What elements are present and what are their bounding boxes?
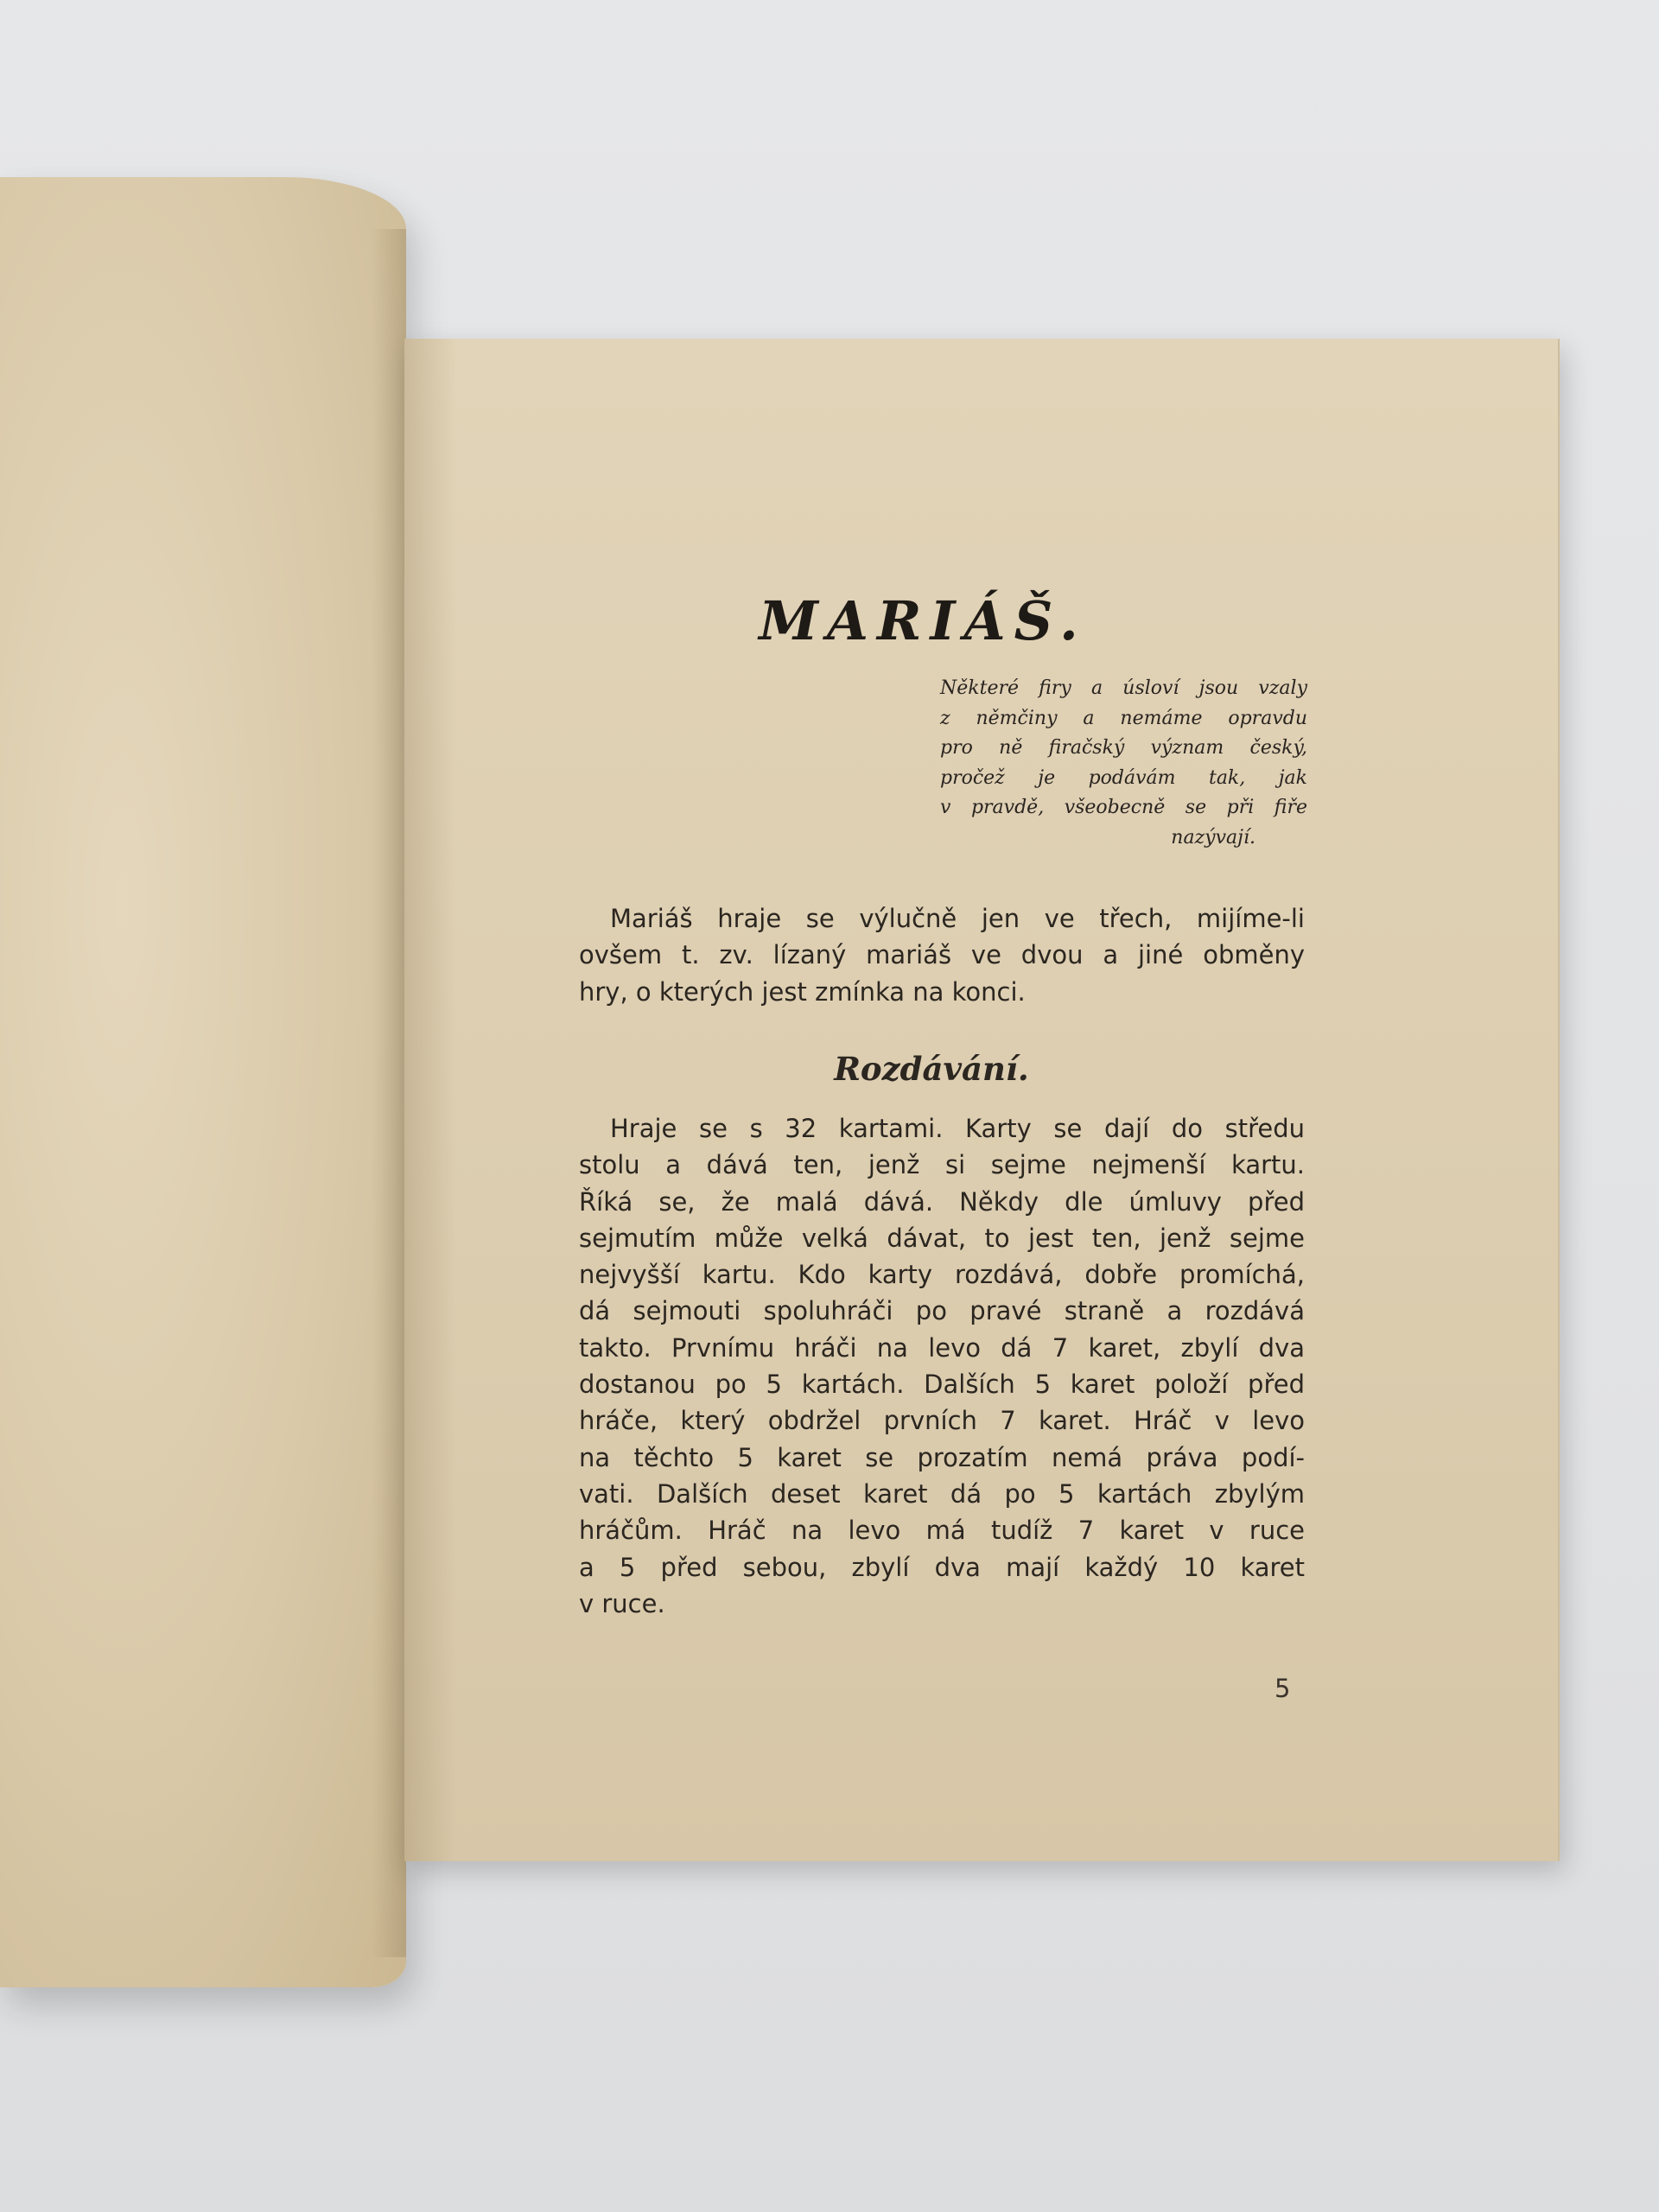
section-paragraph <box>579 1110 1305 1622</box>
epigraph-line: z němčiny a nemáme opravdu <box>940 707 1307 729</box>
text-line: stolu a dává ten, jenž si sejme nejmenší kartu. <box>579 1150 1305 1180</box>
left-page <box>0 177 406 1987</box>
epigraph-line: nazývají. <box>1171 826 1255 849</box>
section-heading: Rozdávání. <box>834 1050 1029 1088</box>
text-line: takto. Prvnímu hráči na levo dá 7 karet, zbylí dva <box>579 1332 1305 1363</box>
text-line: vati. Dalších deset karet dá po 5 kartách zbylým <box>579 1478 1305 1509</box>
text-line: a 5 před sebou, zbylí dva mají každý 10 karet <box>579 1552 1305 1582</box>
page-gutter-shadow <box>372 229 406 1957</box>
epigraph <box>940 674 1307 853</box>
text-line: hry, o kterých jest zmínka na konci. <box>579 976 1026 1007</box>
page-title: MARIÁŠ. <box>759 589 1087 652</box>
text-line: hráče, který obdržel prvních 7 karet. Hráč v levo <box>579 1406 1305 1436</box>
text-line: v ruce. <box>579 1588 665 1618</box>
text-line: na těchto 5 karet se prozatím nemá práva podí- <box>579 1442 1305 1472</box>
epigraph-line: v pravdě, všeobecně se při fiře <box>940 797 1307 818</box>
text-line: sejmutím může velká dávat, to jest ten, jenž sejme <box>579 1223 1305 1253</box>
page-number: 5 <box>1274 1674 1291 1703</box>
text-line: ovšem t. zv. lízaný mariáš ve dvou a jiné obměny <box>579 940 1305 970</box>
text-line: hráčům. Hráč na levo má tudíž 7 karet v ruce <box>579 1516 1305 1546</box>
right-page <box>404 339 1560 1861</box>
text-line: nejvyšší kartu. Kdo karty rozdává, dobře promíchá, <box>579 1260 1305 1290</box>
text-line: Říká se, že malá dává. Někdy dle úmluvy před <box>579 1186 1305 1217</box>
text-line: dá sejmouti spoluhráči po pravé straně a rozdává <box>579 1296 1305 1326</box>
epigraph-line: pro ně firačský význam český, <box>940 737 1307 759</box>
text-line: Hraje se s 32 kartami. Karty se dají do středu <box>610 1114 1305 1143</box>
intro-paragraph <box>579 900 1305 1010</box>
text-line: dostanou po 5 kartách. Dalších 5 karet položí před <box>579 1370 1305 1400</box>
epigraph-line: pročež je podávám tak, jak <box>940 766 1307 789</box>
text-line: Mariáš hraje se výlučně jen ve třech, mijíme-li <box>610 904 1305 933</box>
page-gutter-shadow <box>404 339 456 1861</box>
epigraph-line: Některé firy a úsloví jsou vzaly <box>940 677 1307 699</box>
